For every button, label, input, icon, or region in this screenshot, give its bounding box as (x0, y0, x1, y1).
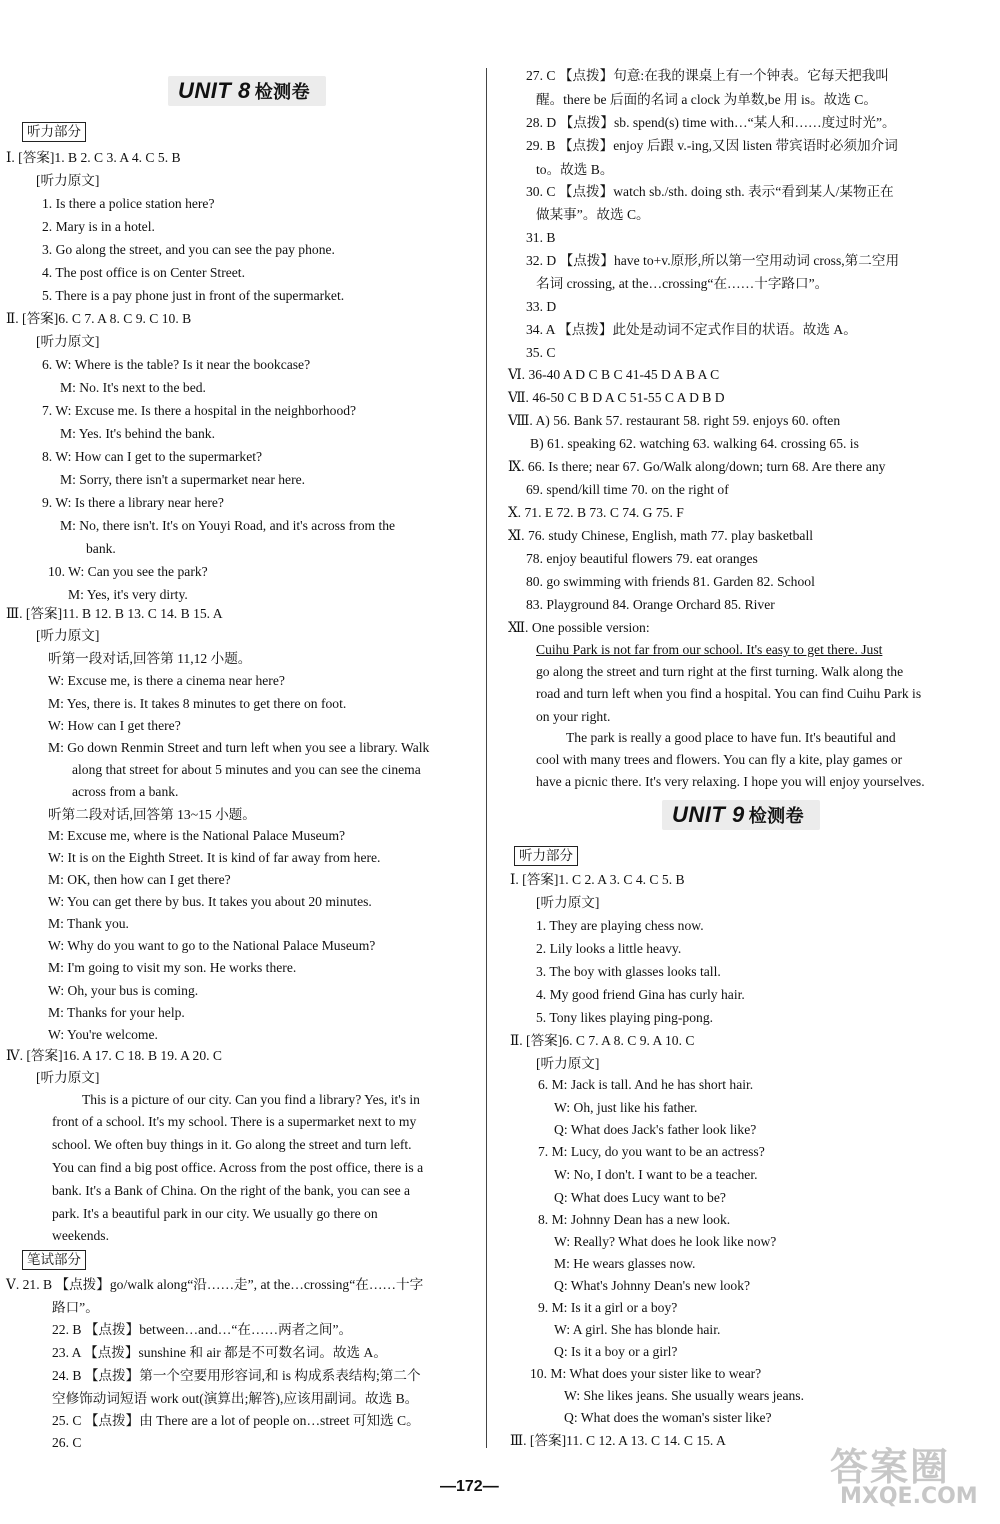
text-line: 1. Is there a police station here? (42, 196, 215, 211)
text-line: 3. Go along the street, and you can see the pay phone. (42, 242, 335, 257)
text-line: Ⅶ. 46-50 C B D A C 51-55 C A D B D (508, 390, 725, 405)
text-line: Q: What's Johnny Dean's new look? (554, 1278, 751, 1293)
text-line: along that street for about 5 minutes and you can see the cinema (72, 762, 421, 777)
text-line: M: No. It's next to the bed. (60, 380, 206, 395)
text-line: 24. B 【点拨】第一个空要用形容词,和 is 构成系表结构;第二个 (52, 1368, 421, 1383)
text-line: to。故选 B。 (536, 162, 614, 177)
text-line: 6. M: Jack is tall. And he has short hair. (538, 1077, 754, 1092)
text-line: 空修饰动词短语 work out(演算出;解答),应该用副词。故选 B。 (52, 1391, 419, 1406)
text-line: 69. spend/kill time 70. on the right of (526, 482, 729, 497)
text-line: Ⅱ. [答案]6. C 7. A 8. C 9. A 10. C (510, 1033, 695, 1048)
text-line: 9. M: Is it a girl or a boy? (538, 1300, 678, 1315)
text-line: 7. M: Lucy, do you want to be an actress? (538, 1144, 765, 1159)
text-line: weekends. (52, 1228, 109, 1243)
text-line: 5. Tony likes playing ping-pong. (536, 1010, 714, 1025)
text-line: Q: What does Lucy want to be? (554, 1190, 726, 1205)
text-line: 做某事”。故选 C。 (536, 207, 650, 222)
text-line: 28. D 【点拨】sb. spend(s) time with…“某人和……度过时光”。 (526, 115, 896, 130)
text-line: Ⅲ. [答案]11. C 12. A 13. C 14. C 15. A (510, 1433, 726, 1448)
text-line: 10. W: Can you see the park? (48, 564, 208, 579)
text-line: W: Oh, your bus is coming. (48, 983, 199, 998)
text-line: M: He wears glasses now. (554, 1256, 696, 1271)
text-line: 22. B 【点拨】between…and…“在……两者之间”。 (52, 1322, 353, 1337)
text-line: [听力原文] (536, 1056, 600, 1071)
text-line: M: Yes, it's very dirty. (68, 587, 188, 602)
text-line: Ⅺ. 76. study Chinese, English, math 77. play basketball (508, 528, 814, 543)
text-line: 2. Lily looks a little heavy. (536, 941, 682, 956)
text-line: 4. My good friend Gina has curly hair. (536, 987, 745, 1002)
text-line: [听力原文] (36, 173, 100, 188)
text-line: [听力原文] (36, 628, 100, 643)
text-line: Ⅲ. [答案]11. B 12. B 13. C 14. B 15. A (6, 606, 223, 621)
text-line: 83. Playground 84. Orange Orchard 85. River (526, 597, 775, 612)
text-line: 35. C (526, 345, 556, 360)
text-line: cool with many trees and flowers. You can fly a kite, play games or (536, 752, 903, 767)
text-line: Q: What does Jack's father look like? (554, 1122, 757, 1137)
listening-section-label: 听力部分 (22, 122, 86, 142)
text-line: W: Excuse me, is there a cinema near here? (48, 673, 285, 688)
text-line: Ⅱ. [答案]6. C 7. A 8. C 9. C 10. B (6, 311, 192, 326)
text-line: M: I'm going to visit my son. He works there. (48, 960, 297, 975)
text-line: W: Why do you want to go to the National Palace Museum? (48, 938, 376, 953)
text-line: Ⅴ. 21. B 【点拨】go/walk along“沿……走”, at the…crossing“在……十字 (6, 1277, 424, 1292)
text-line: Ⅰ. [答案]1. C 2. A 3. C 4. C 5. B (510, 872, 685, 887)
text-line: [听力原文] (36, 1070, 100, 1085)
text-line: Ⅷ. A) 56. Bank 57. restaurant 58. right 59. enjoys 60. often (508, 413, 841, 428)
text-line: 5. There is a pay phone just in front of the supermarket. (42, 288, 345, 303)
text-line: Ⅻ. One possible version: (508, 620, 650, 635)
text-line: Ⅸ. 66. Is there; near 67. Go/Walk along/down; turn 68. Are there any (508, 459, 886, 474)
page-number: —172— (440, 1478, 499, 1495)
text-line: 26. C (52, 1435, 82, 1450)
text-line: 29. B 【点拨】enjoy 后跟 v.-ing,又因 listen 带宾语时必须加介词 (526, 138, 898, 153)
text-line: 78. enjoy beautiful flowers 79. eat oranges (526, 551, 758, 566)
text-line: W: A girl. She has blonde hair. (554, 1322, 721, 1337)
text-line: B) 61. speaking 62. watching 63. walking 64. crossing 65. is (530, 436, 859, 451)
unit9-title: UNIT 9 检测卷 (662, 800, 820, 830)
text-line: 27. C 【点拨】句意:在我的课桌上有一个钟表。它每天把我叫 (526, 68, 889, 83)
text-line: bank. It's a Bank of China. On the right of the bank, you can see a (52, 1183, 411, 1198)
text-line: across from a bank. (72, 784, 179, 799)
text-line: Q: Is it a boy or a girl? (554, 1344, 678, 1359)
text-line: have a picnic there. It's very relaxing. I hope you will enjoy yourselves. (536, 774, 925, 789)
text-line: 8. M: Johnny Dean has a new look. (538, 1212, 731, 1227)
text-line: W: You're welcome. (48, 1027, 158, 1042)
text-line: Cuihu Park is not far from our school. It's easy to get there. Just (536, 642, 883, 657)
written-section-label: 笔试部分 (22, 1250, 86, 1270)
text-line: road and turn left when you find a hospital. You can find Cuihu Park is (536, 686, 922, 701)
text-line: Ⅳ. [答案]16. A 17. C 18. B 19. A 20. C (6, 1048, 222, 1063)
text-line: 32. D 【点拨】have to+v.原形,所以第一空用动词 cross,第二空用 (526, 253, 900, 268)
text-line: Ⅰ. [答案]1. B 2. C 3. A 4. C 5. B (6, 150, 181, 165)
text-line: M: OK, then how can I get there? (48, 872, 231, 887)
text-line: Ⅵ. 36-40 A D C B C 41-45 D A B A C (508, 367, 720, 382)
text-line: 25. C 【点拨】由 There are a lot of people on…street 可知选 C。 (52, 1413, 420, 1428)
text-line: W: You can get there by bus. It takes you about 20 minutes. (48, 894, 372, 909)
text-line: This is a picture of our city. Can you find a library? Yes, it's in (82, 1092, 420, 1107)
unit8-title: UNIT 8 检测卷 (168, 76, 326, 106)
text-line: 7. W: Excuse me. Is there a hospital in the neighborhood? (42, 403, 357, 418)
text-line: 听第二段对话,回答第 13~15 小题。 (48, 807, 256, 822)
text-line: 10. M: What does your sister like to wear? (530, 1366, 762, 1381)
text-line: 听第一段对话,回答第 11,12 小题。 (48, 651, 252, 666)
text-line: Q: What does the woman's sister like? (564, 1410, 772, 1425)
text-line: 31. B (526, 230, 556, 245)
text-line: park. It's a beautiful park in our city. We usually go there on (52, 1206, 378, 1221)
text-line: 23. A 【点拨】sunshine 和 air 都是不可数名词。故选 A。 (52, 1345, 387, 1360)
text-line: W: No, I don't. I want to be a teacher. (554, 1167, 758, 1182)
text-line: W: Oh, just like his father. (554, 1100, 698, 1115)
text-line: M: Sorry, there isn't a supermarket near here. (60, 472, 306, 487)
text-line: 3. The boy with glasses looks tall. (536, 964, 721, 979)
text-line: 80. go swimming with friends 81. Garden 82. School (526, 574, 815, 589)
text-line: 33. D (526, 299, 557, 314)
text-line: 名词 crossing, at the…crossing“在……十字路口”。 (536, 276, 829, 291)
text-line: on your right. (536, 709, 611, 724)
column-divider (486, 68, 487, 1448)
text-line: front of a school. It's my school. There is a supermarket next to my (52, 1114, 417, 1129)
text-line: Ⅹ. 71. E 72. B 73. C 74. G 75. F (508, 505, 684, 520)
text-line: M: Go down Renmin Street and turn left when you see a library. Walk (48, 740, 430, 755)
text-line: W: She likes jeans. She usually wears jeans. (564, 1388, 804, 1403)
text-line: 9. W: Is there a library near here? (42, 495, 224, 510)
text-line: school. We often buy things in it. Go along the street and turn left. (52, 1137, 412, 1152)
text-line: 1. They are playing chess now. (536, 918, 704, 933)
text-line: M: Yes. It's behind the bank. (60, 426, 215, 441)
text-line: M: Yes, there is. It takes 8 minutes to get there on foot. (48, 696, 347, 711)
watermark-text: 答案圈 (830, 1445, 951, 1489)
text-line: You can find a big post office. Across from the post office, there is a (52, 1160, 424, 1175)
listening-section-label-2: 听力部分 (514, 846, 578, 866)
watermark-logo (822, 1436, 992, 1518)
watermark-url: MXQE.COM (840, 1484, 978, 1509)
text-line: [听力原文] (536, 895, 600, 910)
text-line: bank. (86, 541, 116, 556)
text-line: 30. C 【点拨】watch sb./sth. doing sth. 表示“看到某人/某物正在 (526, 184, 894, 199)
text-line: 路口”。 (52, 1300, 99, 1315)
text-line: M: Thanks for your help. (48, 1005, 185, 1020)
text-line: M: No, there isn't. It's on Youyi Road, and it's across from the (60, 518, 396, 533)
text-line: 4. The post office is on Center Street. (42, 265, 245, 280)
text-line: W: It is on the Eighth Street. It is kind of far away from here. (48, 850, 381, 865)
text-line: [听力原文] (36, 334, 100, 349)
text-line: 34. A 【点拨】此处是动词不定式作目的状语。故选 A。 (526, 322, 857, 337)
text-line: W: Really? What does he look like now? (554, 1234, 777, 1249)
text-line: M: Thank you. (48, 916, 129, 931)
text-line: 8. W: How can I get to the supermarket? (42, 449, 263, 464)
text-line: go along the street and turn right at the first turning. Walk along the (536, 664, 904, 679)
text-line: 2. Mary is in a hotel. (42, 219, 155, 234)
text-line: 醒。there be 后面的名词 a clock 为单数,be 用 is。故选 C。 (536, 92, 877, 107)
text-line: W: How can I get there? (48, 718, 181, 733)
text-line: The park is really a good place to have fun. It's beautiful and (566, 730, 896, 745)
text-line: 6. W: Where is the table? Is it near the bookcase? (42, 357, 311, 372)
text-line: M: Excuse me, where is the National Palace Museum? (48, 828, 346, 843)
